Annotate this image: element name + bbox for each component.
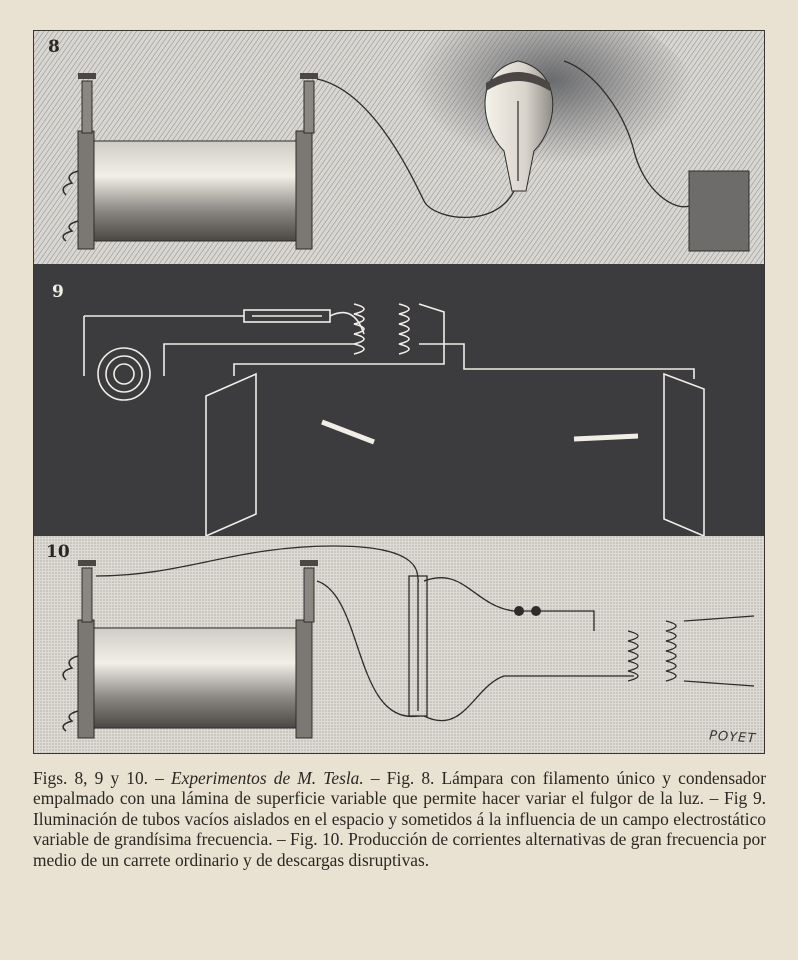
figure-10-panel (34, 536, 764, 753)
figure-caption (33, 768, 766, 870)
figure-8-panel (34, 31, 764, 264)
figure-10-label: 10 (46, 542, 70, 562)
figure-9-illustration (34, 264, 764, 536)
figure-9-label: 9 (52, 282, 64, 302)
caption-lead: Figs. 8, 9 y 10. – (33, 768, 171, 788)
caption-body: – Fig. 8. Lámpara con filamento único y condensador empalmado con una lámina de superficie variable que permite hacer variar el fulgor de la luz. – Fig 9. Iluminación de tubos vacíos aislados en el espacio y sometidos á la influencia de un campo electrostático variable de grandísima frecuencia. – Fig. 10. Producción de corrientes alternativas de gran frecuencia por medio de un carrete ordinario y de descargas disruptivas. (33, 768, 766, 870)
caption-title: Experimentos de M. Tesla. (171, 768, 364, 788)
engraver-signature: POYET (708, 728, 757, 747)
engraving-plate (33, 30, 765, 754)
figure-9-panel (34, 264, 764, 536)
figure-10-illustration (34, 536, 764, 753)
figure-8-illustration (34, 31, 764, 264)
figure-8-label: 8 (48, 37, 60, 57)
